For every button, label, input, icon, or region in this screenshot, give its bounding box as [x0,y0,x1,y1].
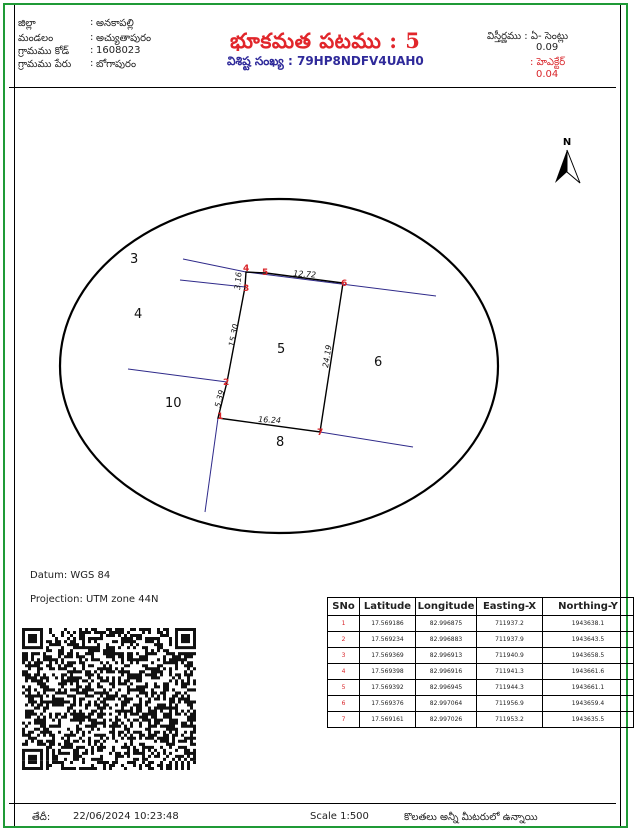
edge-length: 3.16 [233,271,244,291]
unique-id-label: విశిష్ట సంఖ్య : [227,54,293,68]
date-label: తేదీ: [32,812,51,823]
table-cell: 17.569369 [360,648,416,664]
area-acres-value: 0.09 [536,42,559,53]
table-row [328,616,634,632]
footer-divider [9,803,616,804]
north-label: N [562,137,572,148]
neighbor-lines [128,259,436,512]
table-row [328,680,634,696]
table-header-row [328,598,634,616]
edge-length: 24.19 [321,344,334,369]
parcel-number: 4 [134,307,143,322]
sno-cell: 6 [328,696,360,712]
sno-cell: 5 [328,680,360,696]
scale-text: Scale 1:500 [310,811,369,822]
north-arrow-icon [555,150,580,183]
vertex-number: 1 [217,412,224,422]
table-cell: 711956.9 [477,696,543,712]
unique-id-value: 79HP8NDFV4UAH0 [296,54,424,68]
parcel-number: 10 [165,396,182,411]
table-cell: 711941.3 [477,664,543,680]
table-cell: 1943659.4 [543,696,634,712]
table-cell: 711953.2 [477,712,543,728]
edge-length: 15.30 [227,323,241,348]
table-cell: 1943635.5 [543,712,634,728]
edge-length: 16.24 [257,415,282,426]
column-header: Latitude [360,598,416,616]
table-row [328,712,634,728]
neighbor-line [128,369,227,382]
table-row [328,664,634,680]
mandal-value: అచ్యుతాపురం [96,33,152,44]
village-code-value: 1608023 [96,45,141,56]
table-cell: 17.569376 [360,696,416,712]
projection-text: Projection: UTM zone 44N [30,594,159,605]
column-header: Northing-Y [543,598,634,616]
table-cell: 17.569234 [360,632,416,648]
table-cell: 711944.3 [477,680,543,696]
sno-cell: 1 [328,616,360,632]
separator: : [90,17,94,28]
separator: : [90,58,94,69]
parcel-number: 5 [277,342,286,357]
sno-cell: 2 [328,632,360,648]
table-cell: 82.996883 [416,632,477,648]
district-label: జిల్లా [18,18,36,29]
area-hectares-label: హెఎక్టేర్ [536,57,566,68]
table-cell: 82.997026 [416,712,477,728]
parcel-number: 8 [276,435,285,450]
table-cell: 711937.9 [477,632,543,648]
page-title: భూకమత పటము : 5 [230,28,421,53]
date-value: 22/06/2024 10:23:48 [73,811,179,822]
edge-length-labels [213,269,333,425]
neighbor-line [320,432,413,447]
table-cell: 1943661.6 [543,664,634,680]
parcel-number: 6 [374,355,383,370]
vertex-number: 4 [243,264,250,274]
table-cell: 1943658.5 [543,648,634,664]
table-cell: 1943638.1 [543,616,634,632]
vertex-number: 2 [223,378,230,388]
area-acres-label: విస్తీర్ణము [487,31,522,42]
map-boundary-ellipse [60,199,498,533]
column-header: Longitude [416,598,477,616]
qr-code [22,628,196,770]
neighbor-line [205,418,218,512]
mandal-label: మండలం [18,33,54,44]
table-body [328,616,634,728]
coordinates-table [327,597,634,728]
sno-cell: 3 [328,648,360,664]
separator: : [530,57,534,68]
table-cell: 82.996945 [416,680,477,696]
table-row [328,696,634,712]
separator: : [524,31,528,42]
edge-length: 12.72 [292,269,317,280]
table-cell: 711940.9 [477,648,543,664]
table-cell: 82.996875 [416,616,477,632]
vertex-number: 6 [341,279,348,289]
separator: : [90,45,94,56]
table-cell: 82.997064 [416,696,477,712]
table-cell: 1943643.5 [543,632,634,648]
column-header: SNo [328,598,360,616]
district-value: అనకాపల్లి [96,18,134,29]
table-cell: 17.569186 [360,616,416,632]
table-row [328,632,634,648]
village-code-label: గ్రామము కోడ్ [18,46,70,57]
table-cell: 17.569161 [360,712,416,728]
table-cell: 17.569392 [360,680,416,696]
area-acres-unit: ఏ- సెంట్లు [530,31,569,42]
vertex-number: 7 [317,428,324,438]
village-name-label: గ్రామము పేరు [18,59,72,70]
village-name-value: బోగాపురం [96,59,137,70]
sno-cell: 4 [328,664,360,680]
vertex-number: 5 [262,268,269,278]
parcel-number: 3 [130,252,139,267]
table-cell: 82.996913 [416,648,477,664]
datum-text: Datum: WGS 84 [30,570,111,581]
units-note: కొలతలు అన్నీ మీటరులో ఉన్నాయి [404,812,538,823]
neighbor-line [183,259,246,272]
column-header: Easting-X [477,598,543,616]
separator: : [90,32,94,43]
table-cell: 711937.2 [477,616,543,632]
table-row [328,648,634,664]
qr-modules [22,628,196,770]
table-cell: 82.996916 [416,664,477,680]
area-hectares-value: 0.04 [536,69,559,80]
edge-length: 5.39 [213,389,227,409]
table-cell: 1943661.1 [543,680,634,696]
vertex-number: 3 [243,284,250,294]
sno-cell: 7 [328,712,360,728]
table-cell: 17.569398 [360,664,416,680]
